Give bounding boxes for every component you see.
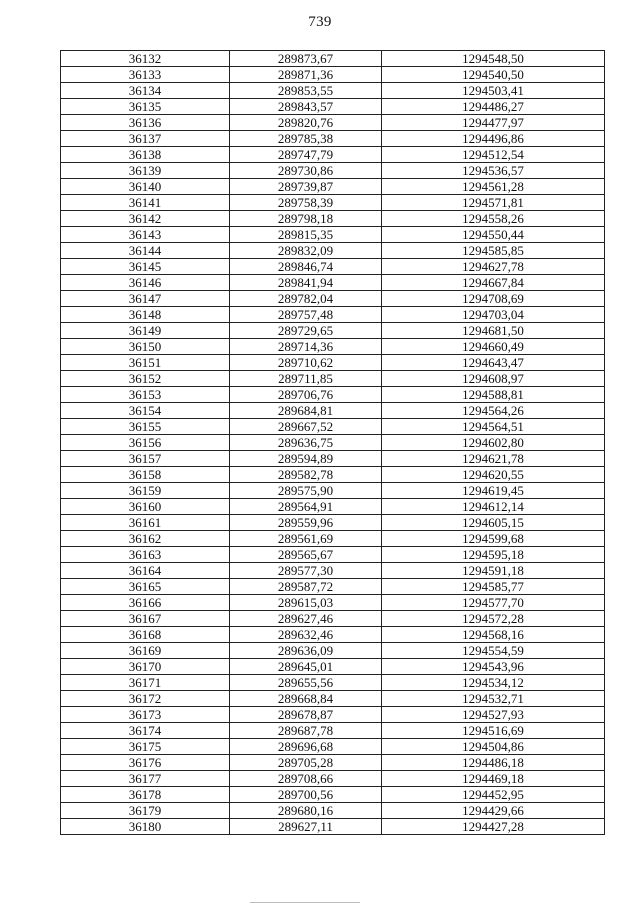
y-coordinate-cell: 1294516,69 (382, 723, 605, 739)
point-number-cell: 36179 (61, 803, 230, 819)
table-row (61, 163, 605, 179)
table-row (61, 787, 605, 803)
x-coordinate-cell: 289655,56 (230, 675, 382, 691)
y-coordinate-cell: 1294550,44 (382, 227, 605, 243)
point-number-cell: 36180 (61, 819, 230, 835)
y-coordinate-cell: 1294621,78 (382, 451, 605, 467)
table-row (61, 611, 605, 627)
table-row (61, 147, 605, 163)
x-coordinate-cell: 289680,16 (230, 803, 382, 819)
table-row (61, 259, 605, 275)
y-coordinate-cell: 1294703,04 (382, 307, 605, 323)
point-number-cell: 36173 (61, 707, 230, 723)
y-coordinate-cell: 1294564,26 (382, 403, 605, 419)
y-coordinate-cell: 1294708,69 (382, 291, 605, 307)
point-number-cell: 36153 (61, 387, 230, 403)
table-row (61, 499, 605, 515)
table-row (61, 211, 605, 227)
table-row (61, 243, 605, 259)
x-coordinate-cell: 289757,48 (230, 307, 382, 323)
point-number-cell: 36147 (61, 291, 230, 307)
table-row (61, 579, 605, 595)
point-number-cell: 36175 (61, 739, 230, 755)
table-row (61, 115, 605, 131)
y-coordinate-cell: 1294577,70 (382, 595, 605, 611)
table-row (61, 355, 605, 371)
point-number-cell: 36135 (61, 99, 230, 115)
x-coordinate-cell: 289667,52 (230, 419, 382, 435)
y-coordinate-cell: 1294660,49 (382, 339, 605, 355)
y-coordinate-cell: 1294527,93 (382, 707, 605, 723)
x-coordinate-cell: 289684,81 (230, 403, 382, 419)
table-row (61, 227, 605, 243)
x-coordinate-cell: 289587,72 (230, 579, 382, 595)
point-number-cell: 36156 (61, 435, 230, 451)
point-number-cell: 36140 (61, 179, 230, 195)
coordinates-table (60, 50, 605, 835)
point-number-cell: 36145 (61, 259, 230, 275)
table-row (61, 659, 605, 675)
y-coordinate-cell: 1294532,71 (382, 691, 605, 707)
point-number-cell: 36136 (61, 115, 230, 131)
table-row (61, 307, 605, 323)
y-coordinate-cell: 1294602,80 (382, 435, 605, 451)
table-row (61, 771, 605, 787)
table-row (61, 483, 605, 499)
y-coordinate-cell: 1294558,26 (382, 211, 605, 227)
x-coordinate-cell: 289577,30 (230, 563, 382, 579)
point-number-cell: 36149 (61, 323, 230, 339)
x-coordinate-cell: 289565,67 (230, 547, 382, 563)
table-row (61, 451, 605, 467)
table-row (61, 595, 605, 611)
y-coordinate-cell: 1294667,84 (382, 275, 605, 291)
x-coordinate-cell: 289785,38 (230, 131, 382, 147)
point-number-cell: 36132 (61, 51, 230, 67)
table-row (61, 675, 605, 691)
y-coordinate-cell: 1294504,86 (382, 739, 605, 755)
x-coordinate-cell: 289700,56 (230, 787, 382, 803)
point-number-cell: 36138 (61, 147, 230, 163)
point-number-cell: 36134 (61, 83, 230, 99)
y-coordinate-cell: 1294585,85 (382, 243, 605, 259)
table-row (61, 179, 605, 195)
page-number: 739 (308, 14, 332, 30)
table-row (61, 323, 605, 339)
table-row (61, 51, 605, 67)
y-coordinate-cell: 1294568,16 (382, 627, 605, 643)
table-row (61, 707, 605, 723)
y-coordinate-cell: 1294588,81 (382, 387, 605, 403)
table-row (61, 723, 605, 739)
x-coordinate-cell: 289711,85 (230, 371, 382, 387)
table-row (61, 67, 605, 83)
x-coordinate-cell: 289632,46 (230, 627, 382, 643)
table-row (61, 403, 605, 419)
table-row (61, 739, 605, 755)
x-coordinate-cell: 289714,36 (230, 339, 382, 355)
point-number-cell: 36137 (61, 131, 230, 147)
y-coordinate-cell: 1294627,78 (382, 259, 605, 275)
y-coordinate-cell: 1294503,41 (382, 83, 605, 99)
y-coordinate-cell: 1294643,47 (382, 355, 605, 371)
point-number-cell: 36148 (61, 307, 230, 323)
x-coordinate-cell: 289708,66 (230, 771, 382, 787)
y-coordinate-cell: 1294452,95 (382, 787, 605, 803)
y-coordinate-cell: 1294548,50 (382, 51, 605, 67)
y-coordinate-cell: 1294429,66 (382, 803, 605, 819)
y-coordinate-cell: 1294619,45 (382, 483, 605, 499)
y-coordinate-cell: 1294612,14 (382, 499, 605, 515)
point-number-cell: 36171 (61, 675, 230, 691)
point-number-cell: 36144 (61, 243, 230, 259)
point-number-cell: 36168 (61, 627, 230, 643)
x-coordinate-cell: 289668,84 (230, 691, 382, 707)
y-coordinate-cell: 1294591,18 (382, 563, 605, 579)
point-number-cell: 36139 (61, 163, 230, 179)
y-coordinate-cell: 1294599,68 (382, 531, 605, 547)
x-coordinate-cell: 289696,68 (230, 739, 382, 755)
point-number-cell: 36170 (61, 659, 230, 675)
table-row (61, 627, 605, 643)
x-coordinate-cell: 289636,75 (230, 435, 382, 451)
coordinates-table-body (61, 51, 605, 835)
x-coordinate-cell: 289615,03 (230, 595, 382, 611)
point-number-cell: 36155 (61, 419, 230, 435)
point-number-cell: 36167 (61, 611, 230, 627)
x-coordinate-cell: 289841,94 (230, 275, 382, 291)
y-coordinate-cell: 1294427,28 (382, 819, 605, 835)
x-coordinate-cell: 289636,09 (230, 643, 382, 659)
y-coordinate-cell: 1294536,57 (382, 163, 605, 179)
x-coordinate-cell: 289594,89 (230, 451, 382, 467)
x-coordinate-cell: 289815,35 (230, 227, 382, 243)
y-coordinate-cell: 1294496,86 (382, 131, 605, 147)
x-coordinate-cell: 289729,65 (230, 323, 382, 339)
table-row (61, 643, 605, 659)
table-row (61, 515, 605, 531)
x-coordinate-cell: 289873,67 (230, 51, 382, 67)
point-number-cell: 36152 (61, 371, 230, 387)
y-coordinate-cell: 1294534,12 (382, 675, 605, 691)
point-number-cell: 36159 (61, 483, 230, 499)
x-coordinate-cell: 289575,90 (230, 483, 382, 499)
y-coordinate-cell: 1294564,51 (382, 419, 605, 435)
x-coordinate-cell: 289564,91 (230, 499, 382, 515)
y-coordinate-cell: 1294608,97 (382, 371, 605, 387)
x-coordinate-cell: 289710,62 (230, 355, 382, 371)
x-coordinate-cell: 289843,57 (230, 99, 382, 115)
y-coordinate-cell: 1294585,77 (382, 579, 605, 595)
y-coordinate-cell: 1294477,97 (382, 115, 605, 131)
point-number-cell: 36176 (61, 755, 230, 771)
x-coordinate-cell: 289782,04 (230, 291, 382, 307)
x-coordinate-cell: 289747,79 (230, 147, 382, 163)
scan-mark (250, 902, 360, 903)
x-coordinate-cell: 289627,11 (230, 819, 382, 835)
y-coordinate-cell: 1294486,27 (382, 99, 605, 115)
y-coordinate-cell: 1294605,15 (382, 515, 605, 531)
point-number-cell: 36174 (61, 723, 230, 739)
point-number-cell: 36169 (61, 643, 230, 659)
table-row (61, 371, 605, 387)
y-coordinate-cell: 1294512,54 (382, 147, 605, 163)
y-coordinate-cell: 1294561,28 (382, 179, 605, 195)
point-number-cell: 36166 (61, 595, 230, 611)
x-coordinate-cell: 289798,18 (230, 211, 382, 227)
table-row (61, 291, 605, 307)
x-coordinate-cell: 289561,69 (230, 531, 382, 547)
y-coordinate-cell: 1294469,18 (382, 771, 605, 787)
point-number-cell: 36133 (61, 67, 230, 83)
table-row (61, 803, 605, 819)
y-coordinate-cell: 1294620,55 (382, 467, 605, 483)
x-coordinate-cell: 289627,46 (230, 611, 382, 627)
point-number-cell: 36172 (61, 691, 230, 707)
table-row (61, 531, 605, 547)
point-number-cell: 36157 (61, 451, 230, 467)
point-number-cell: 36177 (61, 771, 230, 787)
x-coordinate-cell: 289853,55 (230, 83, 382, 99)
y-coordinate-cell: 1294540,50 (382, 67, 605, 83)
x-coordinate-cell: 289582,78 (230, 467, 382, 483)
table-row (61, 819, 605, 835)
table-row (61, 195, 605, 211)
table-row (61, 339, 605, 355)
point-number-cell: 36141 (61, 195, 230, 211)
x-coordinate-cell: 289706,76 (230, 387, 382, 403)
table-row (61, 131, 605, 147)
y-coordinate-cell: 1294543,96 (382, 659, 605, 675)
x-coordinate-cell: 289871,36 (230, 67, 382, 83)
x-coordinate-cell: 289705,28 (230, 755, 382, 771)
x-coordinate-cell: 289832,09 (230, 243, 382, 259)
point-number-cell: 36143 (61, 227, 230, 243)
table-row (61, 99, 605, 115)
table-row (61, 691, 605, 707)
point-number-cell: 36154 (61, 403, 230, 419)
y-coordinate-cell: 1294571,81 (382, 195, 605, 211)
table-row (61, 435, 605, 451)
y-coordinate-cell: 1294554,59 (382, 643, 605, 659)
point-number-cell: 36164 (61, 563, 230, 579)
table-row (61, 419, 605, 435)
point-number-cell: 36151 (61, 355, 230, 371)
point-number-cell: 36178 (61, 787, 230, 803)
x-coordinate-cell: 289820,76 (230, 115, 382, 131)
y-coordinate-cell: 1294681,50 (382, 323, 605, 339)
point-number-cell: 36160 (61, 499, 230, 515)
y-coordinate-cell: 1294486,18 (382, 755, 605, 771)
table-row (61, 83, 605, 99)
x-coordinate-cell: 289739,87 (230, 179, 382, 195)
point-number-cell: 36163 (61, 547, 230, 563)
table-row (61, 547, 605, 563)
x-coordinate-cell: 289730,86 (230, 163, 382, 179)
point-number-cell: 36142 (61, 211, 230, 227)
x-coordinate-cell: 289678,87 (230, 707, 382, 723)
x-coordinate-cell: 289559,96 (230, 515, 382, 531)
y-coordinate-cell: 1294572,28 (382, 611, 605, 627)
point-number-cell: 36162 (61, 531, 230, 547)
x-coordinate-cell: 289645,01 (230, 659, 382, 675)
table-row (61, 467, 605, 483)
point-number-cell: 36165 (61, 579, 230, 595)
point-number-cell: 36146 (61, 275, 230, 291)
x-coordinate-cell: 289758,39 (230, 195, 382, 211)
point-number-cell: 36158 (61, 467, 230, 483)
table-row (61, 563, 605, 579)
point-number-cell: 36161 (61, 515, 230, 531)
x-coordinate-cell: 289687,78 (230, 723, 382, 739)
table-row (61, 275, 605, 291)
y-coordinate-cell: 1294595,18 (382, 547, 605, 563)
x-coordinate-cell: 289846,74 (230, 259, 382, 275)
table-row (61, 755, 605, 771)
table-row (61, 387, 605, 403)
point-number-cell: 36150 (61, 339, 230, 355)
